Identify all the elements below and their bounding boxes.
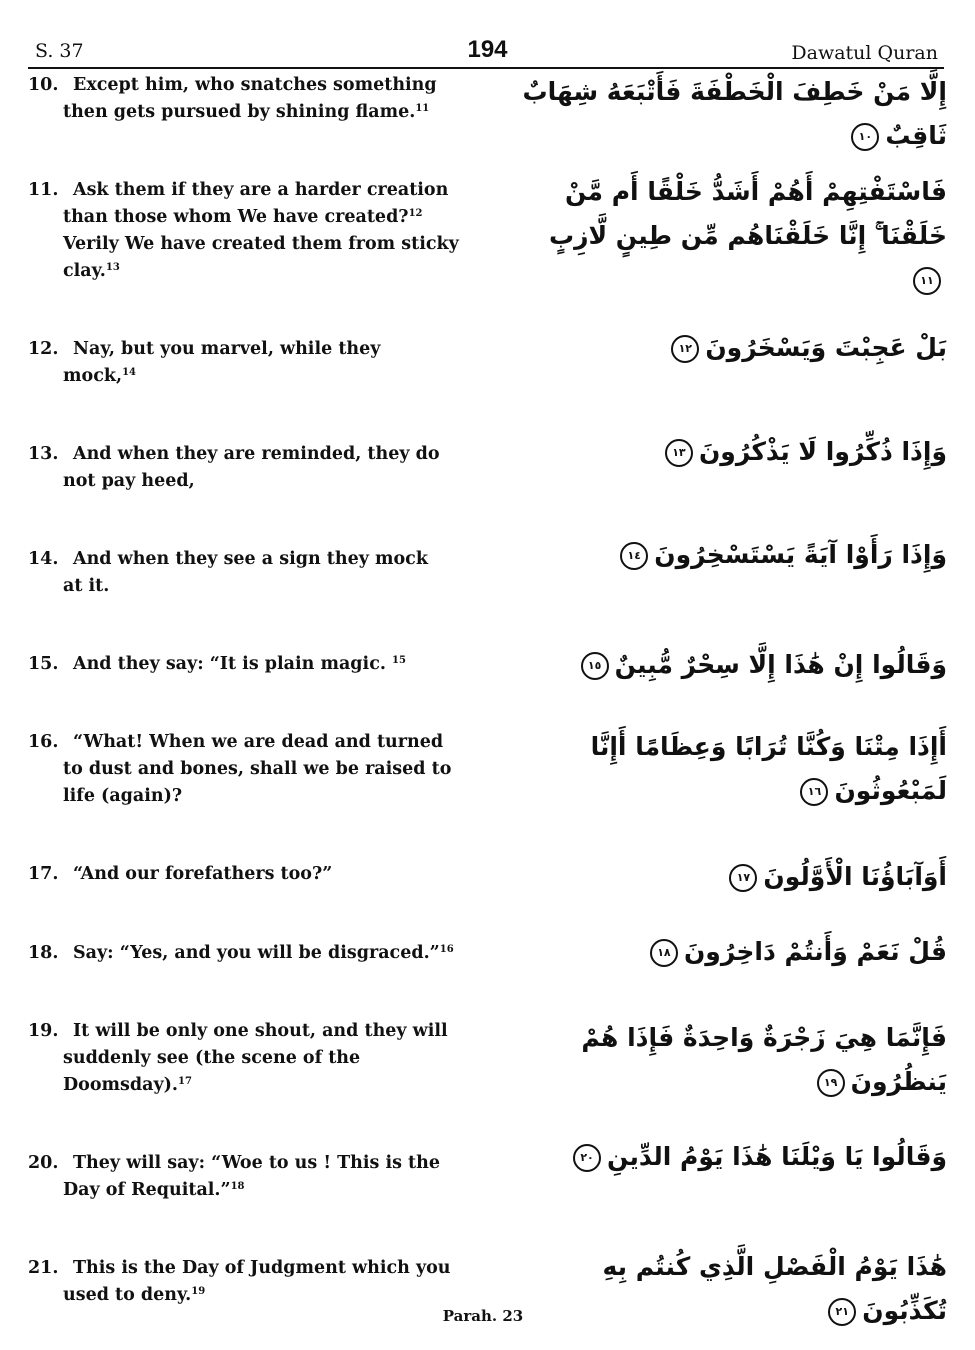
- translation-line: [28, 756, 466, 783]
- translation-text: This is the Day of Judgment which you: [73, 1258, 451, 1278]
- translation-text: life (again)?: [63, 786, 183, 806]
- translation-line: [28, 468, 466, 495]
- verse-number: 13.: [28, 444, 59, 464]
- verse-translation: [28, 441, 466, 495]
- translation-text: not pay heed,: [63, 471, 195, 491]
- arabic-verse: [517, 725, 947, 813]
- verse-translation: [28, 546, 466, 600]
- verse-translation: [28, 72, 466, 126]
- arabic-verse: [517, 643, 947, 687]
- translation-line: [28, 651, 466, 678]
- translation-text: And they say: “It is plain magic.: [73, 654, 393, 674]
- translation-line: [28, 1045, 466, 1072]
- ayah-end-marker: ١٨: [650, 939, 678, 967]
- verse-number: 21.: [28, 1258, 59, 1278]
- verse-translation: [28, 861, 466, 888]
- ayah-end-marker: ١١: [913, 267, 941, 295]
- translation-line: [28, 940, 466, 967]
- arabic-verse: [517, 70, 947, 158]
- verse-number: 15.: [28, 654, 59, 674]
- translation-text: They will say: “Woe to us ! This is the: [73, 1153, 440, 1173]
- translation-line: [28, 1072, 466, 1099]
- arabic-text: قُلْ نَعَمْ وَأَنتُمْ دَاخِرُونَ: [683, 937, 947, 966]
- translation-line: [28, 231, 466, 258]
- translation-line: [28, 861, 466, 888]
- arabic-verse: [517, 1135, 947, 1179]
- translation-text: used to deny.: [63, 1285, 192, 1305]
- translation-text: Ask them if they are a harder creation: [73, 180, 449, 200]
- verse-translation: [28, 177, 466, 285]
- ayah-end-marker: ١٥: [581, 652, 609, 680]
- arabic-text: أَوَآبَاؤُنَا الْأَوَّلُونَ: [763, 862, 947, 891]
- arabic-text: وَإِذَا رَأَوْا آيَةً يَسْتَسْخِرُونَ: [654, 540, 947, 569]
- translation-text: suddenly see (the scene of the: [63, 1048, 361, 1068]
- verse-number: 20.: [28, 1153, 59, 1173]
- translation-line: [28, 204, 466, 231]
- arabic-verse: [517, 533, 947, 577]
- translation-text: to dust and bones, shall we be raised to: [63, 759, 452, 779]
- verse-number: 18.: [28, 943, 59, 963]
- arabic-verse: [517, 170, 947, 302]
- arabic-verse: [517, 326, 947, 370]
- translation-text: Except him, who snatches something: [73, 75, 437, 95]
- verse-translation: [28, 1150, 466, 1204]
- ayah-end-marker: ١٣: [665, 439, 693, 467]
- verse-number: 11.: [28, 180, 59, 200]
- arabic-text: وَقَالُوا إِنْ هَٰذَا إِلَّا سِحْرٌ مُّبِينٌ: [614, 650, 947, 679]
- translation-text: Nay, but you marvel, while they: [73, 339, 381, 359]
- arabic-text: فَإِنَّمَا هِيَ زَجْرَةٌ وَاحِدَةٌ فَإِذَا هُمْ يَنظُرُونَ: [581, 1023, 947, 1096]
- translation-line: [28, 546, 466, 573]
- verse-number: 16.: [28, 732, 59, 752]
- translation-text: “What! When we are dead and turned: [73, 732, 444, 752]
- arabic-text: بَلْ عَجِبْتَ وَيَسْخَرُونَ: [705, 333, 947, 362]
- ayah-end-marker: ١٧: [729, 864, 757, 892]
- book-title: Dawatul Quran: [791, 42, 938, 64]
- translation-line: [28, 1150, 466, 1177]
- footnote-marker: 15: [392, 655, 406, 666]
- arabic-text: هَٰذَا يَوْمُ الْفَصْلِ الَّذِي كُنتُم بِهِ تُكَذِّبُونَ: [602, 1252, 947, 1325]
- translation-line: [28, 573, 466, 600]
- translation-text: It will be only one shout, and they will: [73, 1021, 448, 1041]
- verse-number: 12.: [28, 339, 59, 359]
- translation-text: clay.: [63, 261, 106, 281]
- translation-text: mock,: [63, 366, 123, 386]
- page-number: 194: [467, 36, 508, 63]
- verse-translation: [28, 1255, 466, 1309]
- header-rule: [28, 67, 944, 69]
- arabic-verse: [517, 430, 947, 474]
- footnote-marker: 16: [439, 944, 454, 955]
- verse-number: 19.: [28, 1021, 59, 1041]
- translation-line: [28, 1282, 466, 1309]
- arabic-text: إِلَّا مَنْ خَطِفَ الْخَطْفَةَ فَأَتْبَعَهُ شِهَابٌ ثَاقِبٌ: [522, 77, 947, 150]
- verse-number: 10.: [28, 75, 59, 95]
- verse-translation: [28, 729, 466, 810]
- footnote-marker: 14: [122, 367, 136, 378]
- translation-line: [28, 1177, 466, 1204]
- ayah-end-marker: ١٤: [620, 542, 648, 570]
- footnote-marker: 18: [230, 1181, 245, 1192]
- translation-line: [28, 363, 466, 390]
- translation-text: “And our forefathers too?”: [73, 864, 333, 884]
- arabic-text: وَقَالُوا يَا وَيْلَنَا هَٰذَا يَوْمُ الدِّينِ: [607, 1142, 947, 1171]
- footnote-marker: 11: [415, 103, 430, 114]
- arabic-verse: [517, 930, 947, 974]
- ayah-end-marker: ٢٠: [573, 1144, 601, 1172]
- ayah-end-marker: ١٠: [851, 123, 879, 151]
- translation-text: Doomsday).: [63, 1075, 179, 1095]
- translation-line: [28, 783, 466, 810]
- verse-translation: [28, 651, 466, 678]
- translation-line: [28, 258, 466, 285]
- translation-line: [28, 177, 466, 204]
- translation-line: [28, 1255, 466, 1282]
- arabic-verse: [517, 1016, 947, 1104]
- footnote-marker: 17: [178, 1076, 192, 1087]
- translation-line: [28, 729, 466, 756]
- verse-translation: [28, 336, 466, 390]
- parah-label: Parah. 23: [442, 1307, 524, 1325]
- surah-label: S. 37: [35, 40, 84, 62]
- translation-text: at it.: [63, 576, 110, 596]
- verse-number: 17.: [28, 864, 59, 884]
- translation-line: [28, 72, 466, 99]
- ayah-end-marker: ١٢: [671, 335, 699, 363]
- translation-line: [28, 441, 466, 468]
- translation-text: And when they are reminded, they do: [73, 444, 440, 464]
- ayah-end-marker: ٢١: [828, 1298, 856, 1326]
- translation-text: than those whom We have created?: [63, 207, 409, 227]
- arabic-text: فَاسْتَفْتِهِمْ أَهُمْ أَشَدُّ خَلْقًا أَم مَّنْ خَلَقْنَا ۚ إِنَّا خَلَقْنَاهُم مِّن طِينٍ لَّازِبٍ: [548, 177, 947, 250]
- ayah-end-marker: ١٩: [817, 1069, 845, 1097]
- translation-text: Day of Requital.”: [63, 1180, 231, 1200]
- translation-text: Say: “Yes, and you will be disgraced.”: [73, 943, 440, 963]
- verse-translation: [28, 940, 466, 967]
- arabic-text: وَإِذَا ذُكِّرُوا لَا يَذْكُرُونَ: [698, 437, 947, 466]
- footnote-marker: 19: [191, 1286, 206, 1297]
- verse-translation: [28, 1018, 466, 1099]
- footnote-marker: 12: [408, 208, 423, 219]
- translation-text: And when they see a sign they mock: [73, 549, 428, 569]
- ayah-end-marker: ١٦: [800, 778, 828, 806]
- translation-line: [28, 99, 466, 126]
- footnote-marker: 13: [105, 262, 120, 273]
- translation-line: [28, 336, 466, 363]
- arabic-verse: [517, 855, 947, 899]
- arabic-text: أَإِذَا مِتْنَا وَكُنَّا تُرَابًا وَعِظَامًا أَإِنَّا لَمَبْعُوثُونَ: [590, 732, 947, 805]
- verse-number: 14.: [28, 549, 59, 569]
- translation-text: Verily We have created them from sticky: [63, 234, 459, 254]
- translation-line: [28, 1018, 466, 1045]
- translation-text: then gets pursued by shining flame.: [63, 102, 416, 122]
